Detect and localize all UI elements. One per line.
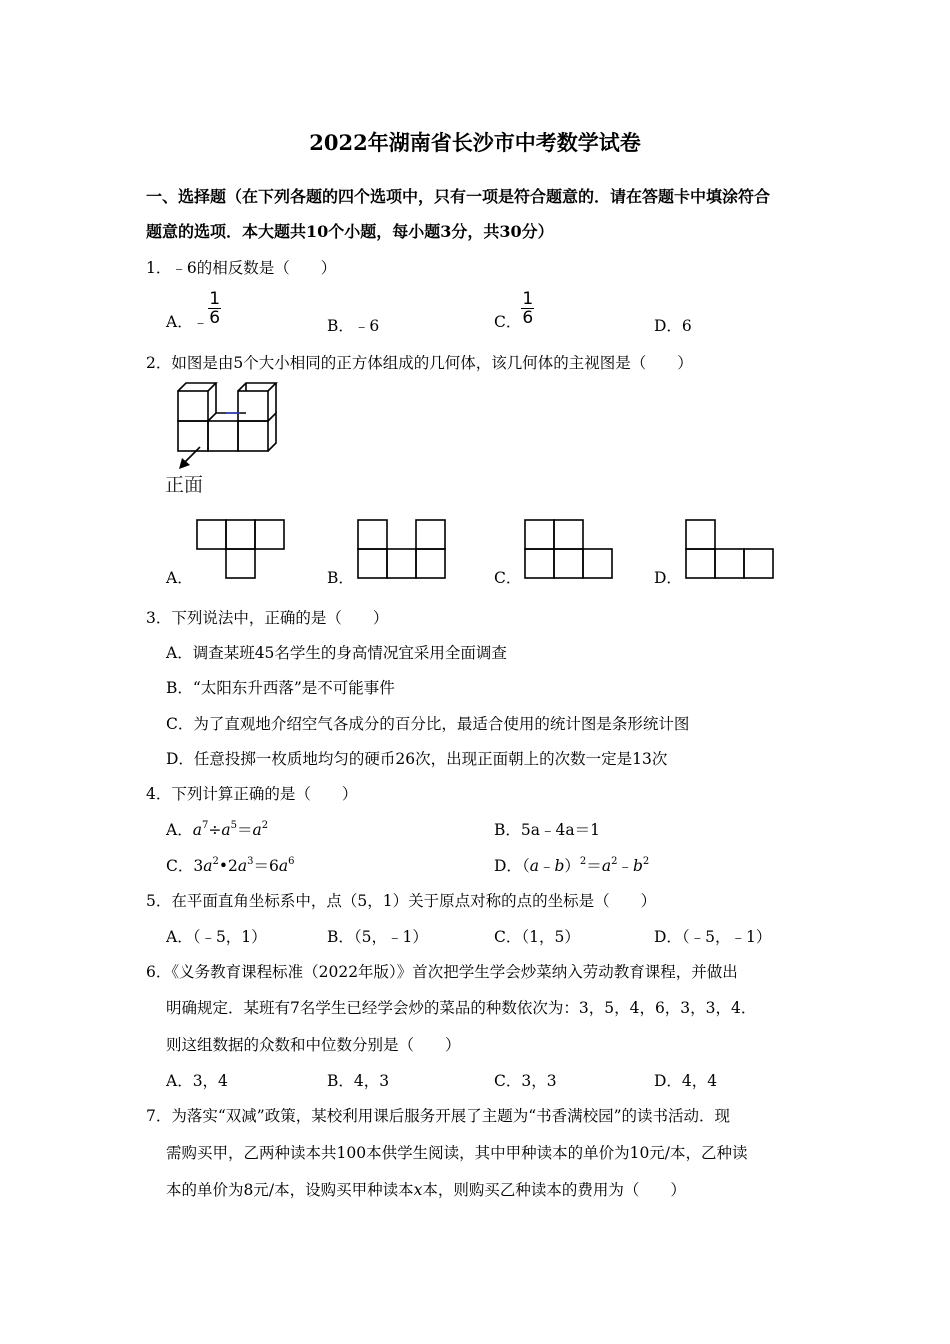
q5-option-b: B．（5，﹣1） bbox=[327, 928, 428, 946]
q6-option-a: A．3，4 bbox=[166, 1072, 228, 1090]
q1-c-numerator: 1 bbox=[522, 289, 534, 309]
q6-stem-line2: 明确规定．某班有7名学生已经学会炒的菜品的种数依次为：3，5，4，6，3，3，4． bbox=[166, 999, 757, 1017]
q5-option-a: A．（﹣5，1） bbox=[166, 928, 267, 946]
q5-option-d: D．（﹣5，﹣1） bbox=[654, 928, 772, 946]
q1-c-label: C． bbox=[494, 312, 522, 331]
q7-line3-part2: 本，则购买乙种读本的费用为（ ） bbox=[422, 1181, 686, 1199]
q4-a-label: A． bbox=[166, 821, 193, 839]
q4-b-expr: 5a﹣4a＝1 bbox=[520, 821, 600, 839]
q3-option-b: B．“太阳东升西落”是不可能事件 bbox=[166, 679, 395, 697]
q5-stem: 5．在平面直角坐标系中，点（5，1）关于原点对称的点的坐标是（ ） bbox=[146, 892, 657, 910]
q7-variable-x: x bbox=[413, 1181, 423, 1199]
q1-c-denominator: 6 bbox=[522, 308, 534, 328]
q4-option-d: D．$(a﹣b)^2=a^2﹣b^2$ bbox=[494, 856, 650, 875]
q2-solid-figure bbox=[170, 383, 300, 473]
q4-c-label: C． bbox=[166, 857, 194, 875]
q3-option-c: C．为了直观地介绍空气各成分的百分比，最适合使用的统计图是条形统计图 bbox=[166, 715, 690, 733]
q4-stem: 4．下列计算正确的是（ ） bbox=[146, 785, 358, 803]
q1-a-denominator: 6 bbox=[209, 308, 221, 328]
q2-option-a: A． bbox=[166, 569, 193, 587]
q1-option-c bbox=[494, 289, 534, 331]
q2-option-a-figure bbox=[196, 519, 286, 579]
q1-a-sign: ﹣ bbox=[192, 312, 209, 331]
q4-option-a: A．$a^7\div a^5=a^2$ bbox=[166, 820, 269, 839]
q6-stem-line1: 6．《义务教育课程标准（2022年版）》首次把学生学会炒菜纳入劳动教育课程，并做出 bbox=[146, 963, 738, 981]
q7-stem-line2: 需购买甲，乙两种读本共100本供学生阅读，其中甲种读本的单价为10元/本，乙种读 bbox=[166, 1144, 748, 1162]
q3-stem: 3．下列说法中，正确的是（ ） bbox=[146, 609, 389, 627]
q4-d-label: D． bbox=[494, 857, 522, 875]
q4-option-b bbox=[494, 818, 600, 840]
q1-option-b: B．﹣6 bbox=[327, 317, 380, 335]
q3-option-d: D．任意投掷一枚质地均匀的硬币26次，出现正面朝上的次数一定是13次 bbox=[166, 750, 668, 768]
q2-option-b: B． bbox=[327, 569, 354, 587]
page-title: 2022年湖南省长沙市中考数学试卷 bbox=[309, 130, 641, 155]
q2-option-b-figure bbox=[357, 519, 447, 579]
q7-stem-line1: 7．为落实“双减”政策，某校利用课后服务开展了主题为“书香满校园”的读书活动．现 bbox=[146, 1107, 731, 1125]
q1-a-label: A． bbox=[166, 312, 193, 331]
q2-option-c: C． bbox=[494, 569, 522, 587]
q2-option-c-figure bbox=[524, 519, 614, 579]
q7-line3-part1: 本的单价为8元/本，设购买甲种读本 bbox=[166, 1181, 414, 1199]
q4-option-c: C．$3a^2•2a^3=6a^6$ bbox=[166, 856, 295, 875]
q2-option-d: D． bbox=[654, 569, 682, 587]
q1-option-d: D．6 bbox=[654, 317, 692, 335]
q1-a-numerator: 1 bbox=[209, 289, 221, 309]
section-header-line2: 题意的选项．本大题共10个小题，每小题3分，共30分） bbox=[146, 222, 554, 241]
q7-stem-line3 bbox=[166, 1178, 686, 1200]
section-header-line1: 一、选择题（在下列各题的四个选项中，只有一项是符合题意的．请在答题卡中填涂符合 bbox=[146, 187, 771, 206]
q2-stem: 2．如图是由5个大小相同的正方体组成的几何体，该几何体的主视图是（ ） bbox=[146, 354, 693, 372]
q6-option-c: C．3，3 bbox=[494, 1072, 557, 1090]
q6-option-d: D．4，4 bbox=[654, 1072, 718, 1090]
q3-option-a: A．调查某班45名学生的身高情况宜采用全面调查 bbox=[166, 644, 507, 662]
q1-stem: 1．﹣6的相反数是（ ） bbox=[146, 259, 337, 277]
q6-stem-line3: 则这组数据的众数和中位数分别是（ ） bbox=[166, 1036, 461, 1054]
q4-b-label: B． bbox=[494, 821, 521, 839]
q6-option-b: B．4，3 bbox=[327, 1072, 390, 1090]
q2-option-d-figure bbox=[685, 519, 775, 579]
q2-front-label: 正面 bbox=[165, 474, 204, 496]
q5-option-c: C．（1，5） bbox=[494, 928, 580, 946]
q1-option-a bbox=[166, 289, 221, 331]
q1-c-fraction bbox=[521, 290, 534, 327]
q1-a-fraction bbox=[208, 290, 221, 327]
